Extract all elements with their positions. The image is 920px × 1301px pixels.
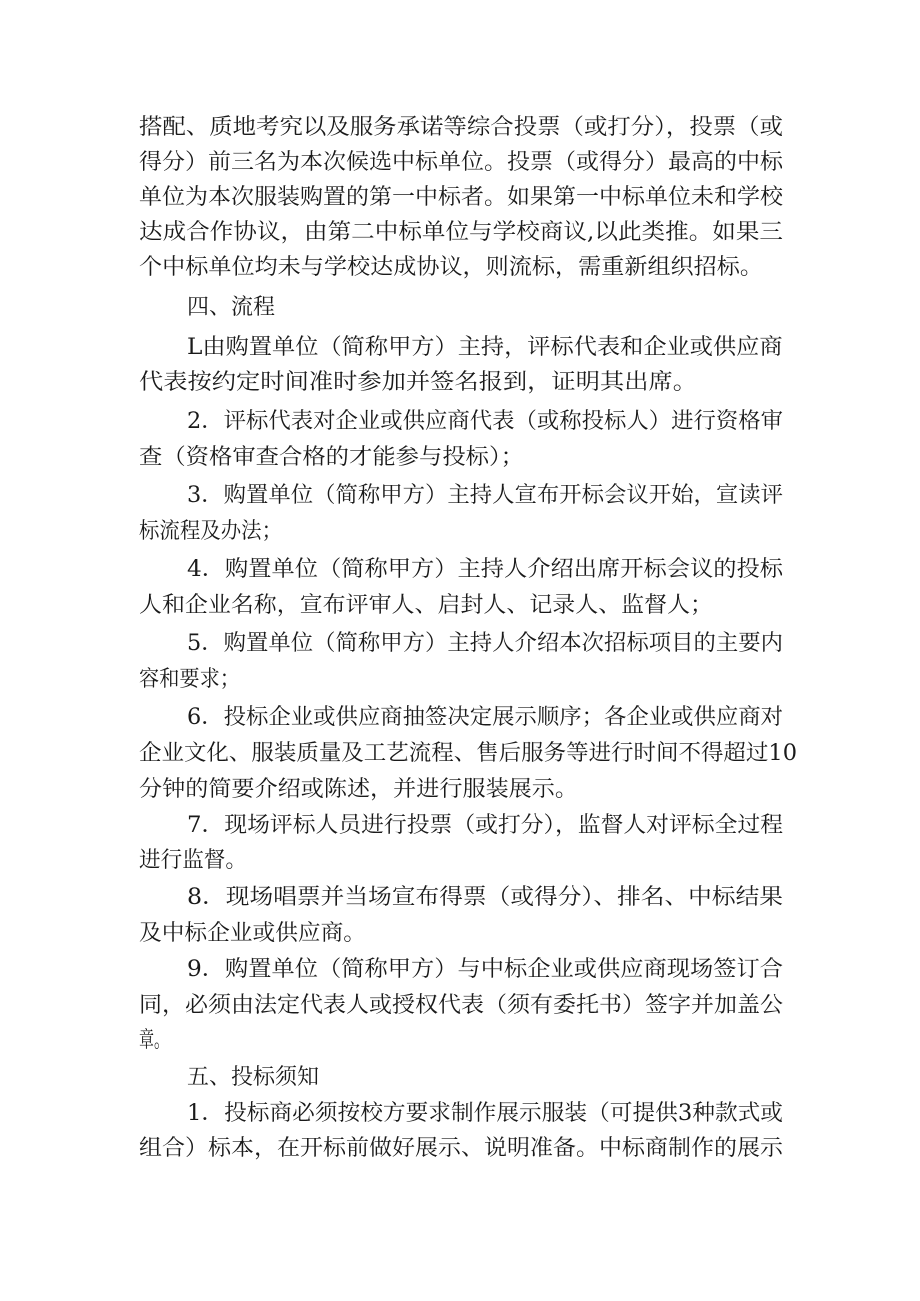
text-line: 7．现场评标人员进行投票（或打分），监督人对评标全过程 [187, 813, 784, 838]
text-line: 3．购置单位（简称甲方）主持人宣布开标会议开始，宣读评 [187, 483, 783, 508]
text-line: 查（资格审查合格的才能参与投标）； [139, 445, 525, 470]
text-line: L由购置单位（简称甲方）主持，评标代表和企业或供应商 [187, 335, 783, 360]
text-line: 容和要求； [139, 667, 241, 692]
text-line: 得分）前三名为本次候选中标单位。投票（或得分）最高的中标 [139, 150, 784, 175]
text-line: 5．购置单位（简称甲方）主持人介绍本次招标项目的主要内 [187, 631, 783, 656]
text-line: 企业文化、服装质量及工艺流程、售后服务等进行时间不得超过10 [139, 741, 797, 766]
section-heading: 五、投标须知 [187, 1065, 320, 1090]
section-heading: 四、流程 [187, 295, 276, 320]
text-line: 组合）标本，在开标前做好展示、说明准备。中标商制作的展示 [139, 1136, 784, 1161]
text-line: 单位为本次服装购置的第一中标者。如果第一中标单位未和学校 [139, 185, 784, 210]
text-line: 人和企业名称，宣布评审人、启封人、记录人、监督人； [139, 593, 714, 618]
text-line: 个中标单位均未与学校达成协议，则流标，需重新组织招标。 [139, 255, 764, 280]
text-line: 8．现场唱票并当场宣布得票（或得分）、排名、中标结果 [187, 885, 783, 910]
text-line: 代表按约定时间准时参加并签名报到，证明其出席。 [139, 370, 698, 395]
text-line: 章。 [139, 1028, 170, 1053]
text-line: 标流程及办法； [139, 519, 283, 544]
text-line: 2．评标代表对企业或供应商代表（或称投标人）进行资格审 [187, 409, 783, 434]
text-line: 9．购置单位（简称甲方）与中标企业或供应商现场签订合 [187, 957, 783, 982]
text-line: 分钟的简要介绍或陈述，并进行服装展示。 [139, 777, 579, 802]
text-line: 1．投标商必须按校方要求制作展示服装（可提供3种款式或 [187, 1101, 783, 1126]
text-line: 4．购置单位（简称甲方）主持人介绍出席开标会议的投标 [187, 557, 783, 582]
text-line: 达成合作协议，由第二中标单位与学校商议,以此类推。如果三 [139, 220, 783, 245]
text-line: 搭配、质地考究以及服务承诺等综合投票（或打分），投票（或 [139, 115, 784, 140]
text-line: 6．投标企业或供应商抽签决定展示顺序；各企业或供应商对 [187, 705, 783, 730]
text-line: 及中标企业或供应商。 [139, 921, 367, 946]
text-line: 同，必须由法定代表人或授权代表（须有委托书）签字并加盖公 [139, 993, 784, 1018]
text-line: 进行监督。 [139, 848, 248, 873]
